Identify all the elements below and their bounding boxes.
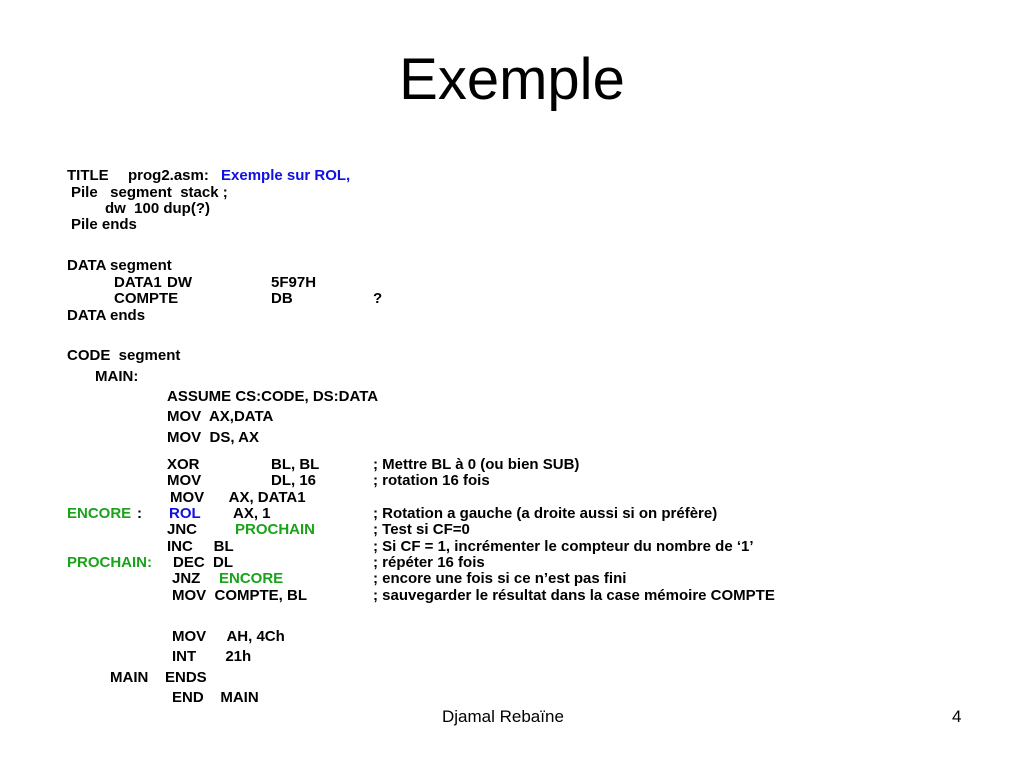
encore-label: ENCORE [67,505,132,522]
inc-line: INC BL [167,538,234,555]
data-ends-line: DATA ends [67,307,146,324]
compte-type: DB [271,290,293,307]
title-filename: prog2.asm: [128,167,209,184]
data1-name: DATA1 [114,274,162,291]
jnc-op: JNC [167,521,198,538]
mov-dl-comment: ; rotation 16 fois [373,472,490,489]
pile-ends-line: Pile ends [71,216,137,233]
mov-dl-op: MOV [167,472,202,489]
mov-compte-comment: ; sauvegarder le résultat dans la case mémoire COMPTE [373,587,775,604]
inc-comment: ; Si CF = 1, incrémenter le compteur du nombre de ‘1’ [373,538,754,555]
title-keyword: TITLE [67,167,109,184]
pile-segment-line: Pile segment stack ; [71,184,228,201]
assume-line: ASSUME CS:CODE, DS:DATA [167,388,379,405]
jnz-comment: ; encore une fois si ce n’est pas fini [373,570,627,587]
xor-comment: ; Mettre BL à 0 (ou bien SUB) [373,456,580,473]
compte-value: ? [373,290,383,307]
prochain-label: PROCHAIN: [67,554,152,571]
title-description: Exemple sur ROL, [221,167,351,184]
dec-comment: ; répéter 16 fois [373,554,485,571]
rol-op: ROL [169,505,201,522]
dec-line: DEC DL [173,554,233,571]
encore-colon: : [137,505,142,522]
mov-ah-line: MOV AH, 4Ch [172,628,285,645]
mov-dl-args: DL, 16 [271,472,317,489]
data1-type: DW [167,274,192,291]
slide-title: Exemple [399,47,625,112]
jnz-op: JNZ [172,570,201,587]
dw-line: dw 100 dup(?) [105,200,210,217]
jnc-target: PROCHAIN [235,521,316,538]
main-ends-line: MAIN ENDS [110,669,207,686]
mov-compte-line: MOV COMPTE, BL [172,587,307,604]
page-number: 4 [952,707,962,726]
xor-op: XOR [167,456,200,473]
mov-ax-data1-line: MOV AX, DATA1 [170,489,306,506]
data1-value: 5F97H [271,274,317,291]
main-label: MAIN: [95,368,139,385]
mov-ds-ax-line: MOV DS, AX [167,429,259,446]
compte-name: COMPTE [114,290,179,307]
end-main-line: END MAIN [172,689,259,706]
footer-author: Djamal Rebaïne [442,707,564,726]
int-21h-line: INT 21h [172,648,252,665]
data-segment-line: DATA segment [67,257,172,274]
code-segment-line: CODE segment [67,347,181,364]
xor-args: BL, BL [271,456,320,473]
mov-ax-data-line: MOV AX,DATA [167,408,274,425]
rol-args: AX, 1 [233,505,271,522]
rol-comment: ; Rotation a gauche (a droite aussi si on préfère) [373,505,718,522]
jnc-comment: ; Test si CF=0 [373,521,470,538]
jnz-target: ENCORE [219,570,284,587]
